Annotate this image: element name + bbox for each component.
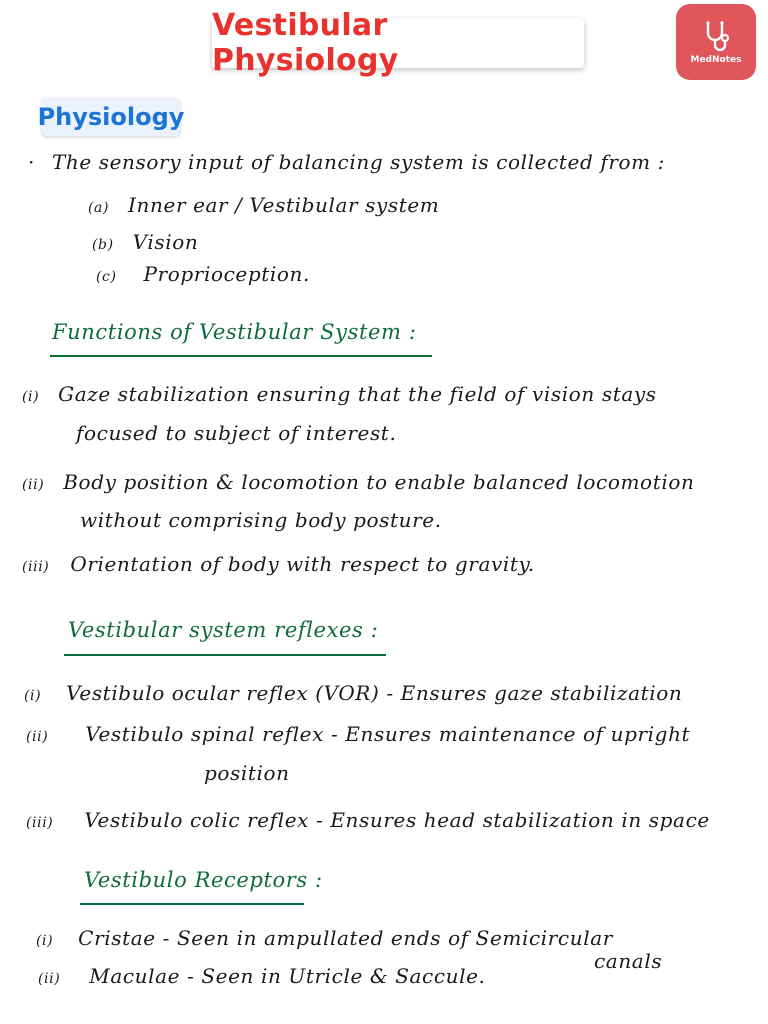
logo-text: MedNotes	[690, 55, 742, 65]
item-marker: (i)	[24, 688, 42, 704]
page-title: Vestibular Physiology	[212, 8, 399, 78]
item-text: Vestibulo colic reflex - Ensures head stabilization in space	[84, 808, 710, 832]
item-text: Vision	[132, 230, 199, 254]
item-text: Body position & locomotion to enable balanced locomotion	[63, 470, 695, 494]
item-text: Maculae - Seen in Utricle & Saccule.	[89, 964, 486, 988]
item-text: Inner ear / Vestibular system	[128, 193, 440, 217]
item-marker: (ii)	[26, 729, 49, 745]
intro-item	[88, 195, 439, 215]
section-label: Physiology	[37, 103, 185, 131]
reflexes-heading: Vestibular system reflexes :	[68, 618, 379, 642]
reflex-item-cont: position	[204, 761, 290, 785]
reflex-item	[24, 683, 682, 703]
section-physiology	[37, 98, 185, 136]
receptors-underline	[80, 903, 304, 905]
item-marker: (b)	[92, 237, 114, 253]
function-item-cont: without comprising body posture.	[80, 508, 442, 532]
item-marker: (i)	[22, 389, 40, 405]
item-marker: (ii)	[22, 477, 45, 493]
function-item-cont: focused to subject of interest.	[76, 421, 397, 445]
functions-underline	[50, 355, 432, 357]
receptor-item	[36, 928, 613, 948]
mednotes-logo	[676, 4, 756, 80]
title-box	[212, 8, 584, 78]
function-item	[22, 472, 694, 492]
receptor-item	[38, 966, 486, 986]
item-marker: (i)	[36, 933, 54, 949]
item-text: Vestibulo ocular reflex (VOR) - Ensures gaze stabilization	[66, 681, 683, 705]
item-text: Vestibulo spinal reflex - Ensures maintenance of upright	[85, 722, 691, 746]
stethoscope-icon	[699, 19, 733, 53]
intro-bullet: ·	[28, 150, 35, 174]
item-text: Cristae - Seen in ampullated ends of Semicircular	[78, 926, 613, 950]
reflexes-underline	[64, 654, 386, 656]
receptors-heading: Vestibulo Receptors :	[84, 868, 323, 892]
function-item	[22, 384, 657, 404]
intro-text: The sensory input of balancing system is collected from :	[51, 150, 665, 174]
item-marker: (iii)	[26, 815, 54, 831]
item-text: Orientation of body with respect to gravity.	[70, 552, 535, 576]
item-marker: (a)	[88, 200, 110, 216]
item-text: Gaze stabilization ensuring that the field of vision stays	[58, 382, 657, 406]
intro-item	[96, 264, 310, 284]
intro-line	[28, 152, 665, 172]
item-marker: (c)	[96, 269, 117, 285]
function-item	[22, 554, 535, 574]
intro-item	[92, 232, 198, 252]
reflex-item	[26, 724, 690, 744]
item-marker: (iii)	[22, 559, 50, 575]
item-text: Proprioception.	[143, 262, 310, 286]
item-marker: (ii)	[38, 971, 61, 987]
reflex-item	[26, 810, 710, 830]
receptor-item-cont: canals	[594, 949, 663, 973]
functions-heading: Functions of Vestibular System :	[52, 320, 417, 344]
